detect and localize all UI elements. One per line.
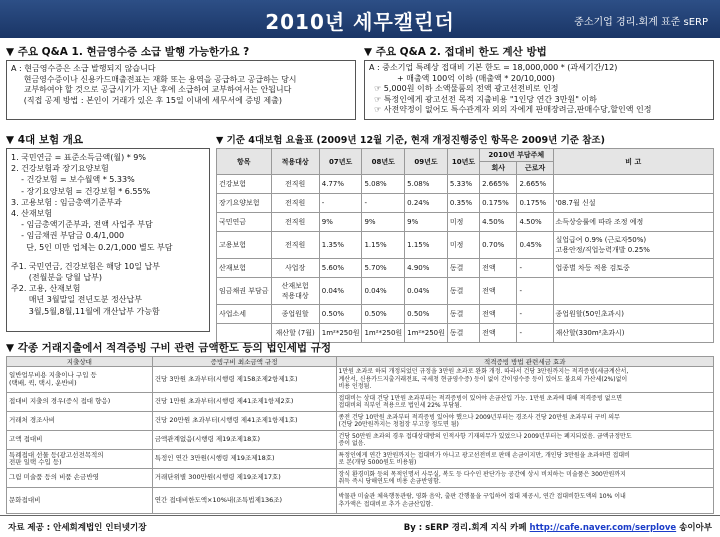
evidence-minimum-cell: 거래단위별 300만원(시행령 제19조제17호) bbox=[152, 469, 336, 488]
evidence-counterparty-cell: 거래처 경조사비 bbox=[7, 412, 153, 431]
insurance-line: 주2. 고용, 산재보험 bbox=[11, 284, 81, 294]
rates-row bbox=[217, 213, 714, 232]
rates-header-year: 08년도 bbox=[362, 149, 405, 175]
rates-value-cell: 2.665% bbox=[517, 175, 553, 194]
rates-value-cell: 0.175% bbox=[517, 194, 553, 213]
rates-value-cell: - bbox=[319, 194, 362, 213]
evidence-row bbox=[7, 488, 714, 514]
rates-value-cell: 4.77% bbox=[319, 175, 362, 194]
rates-value-cell: 전액 bbox=[480, 324, 517, 343]
rates-value-cell: 전액 bbox=[480, 278, 517, 305]
rates-item-cell: 임금채권 부담금 bbox=[217, 278, 272, 305]
insurance-line: 1. 국민연금 = 표준소득금액(월) * 9% bbox=[11, 153, 146, 162]
page-subtitle: 중소기업 경리.회계 표준 sERP bbox=[574, 17, 708, 28]
rates-header-company: 회사 bbox=[480, 162, 517, 175]
rates-item-cell: 장기요양보험 bbox=[217, 194, 272, 213]
rates-value-cell: 전액 bbox=[480, 305, 517, 324]
rates-note-cell: 실업급여 0.9% (근로자50%) 고용안정/직업능력개발 0.25% bbox=[553, 232, 714, 259]
cafe-link[interactable]: http://cafe.naver.com/serplove bbox=[529, 523, 677, 533]
evidence-counterparty-cell: 접대비 지출의 경우(증식 접대 향응) bbox=[7, 393, 153, 412]
insurance-line: 3월,5월,8월,11월에 개산납부 가능함 bbox=[11, 306, 160, 316]
rates-note-cell bbox=[553, 278, 714, 305]
evidence-row bbox=[7, 450, 714, 469]
rates-value-cell: 0.24% bbox=[405, 194, 448, 213]
rates-value-cell: - bbox=[517, 259, 553, 278]
evidence-minimum-cell: 연간 접대비한도액×10%내(조특법제136조) bbox=[152, 488, 336, 514]
qa2-answer-line: ☞ 사전약정이 없어도 특수관계자 외의 자에게 판매장려금,판매수당,할인액 인정 bbox=[369, 105, 652, 115]
insurance-line: - 임금채권 부담금 0.4/1,000 bbox=[11, 231, 125, 241]
insurance-line: - 임금총액기준부과, 전액 사업주 부담 bbox=[11, 220, 153, 230]
rates-header-item: 항목 bbox=[217, 149, 272, 175]
rates-value-cell: 5.60% bbox=[319, 259, 362, 278]
rates-value-cell: 0.04% bbox=[362, 278, 405, 305]
qa2-answer-line: ☞ 특정인에게 광고선전 목적 지출비용 "1인당 연간 3만원" 이하 bbox=[369, 94, 597, 104]
rates-row bbox=[217, 278, 714, 305]
rates-note-cell: 재산할(330m²초과시) bbox=[553, 324, 714, 343]
rates-value-cell: 1m²*250원 bbox=[319, 324, 362, 343]
rates-value-cell: 4.50% bbox=[517, 213, 553, 232]
qa2-answer-box bbox=[364, 60, 714, 120]
evidence-row bbox=[7, 431, 714, 450]
evidence-row bbox=[7, 412, 714, 431]
rates-value-cell: 0.45% bbox=[517, 232, 553, 259]
rates-value-cell: 4.50% bbox=[480, 213, 517, 232]
evidence-minimum-cell: 건당 3만원 초과부터(시행령 제158조제2항제1호) bbox=[152, 367, 336, 393]
rates-value-cell: 0.50% bbox=[319, 305, 362, 324]
rates-value-cell: 0.70% bbox=[480, 232, 517, 259]
rates-header-note: 비 고 bbox=[553, 149, 714, 175]
insurance-line: 주1. 국민연금, 건강보험은 해당 10일 납부 bbox=[11, 261, 160, 271]
rates-value-cell: 전액 bbox=[480, 259, 517, 278]
rates-item-cell: 사업소세 bbox=[217, 305, 272, 324]
evidence-row bbox=[7, 367, 714, 393]
rates-value-cell: - bbox=[517, 324, 553, 343]
evidence-counterparty-cell: 특례접대 선물 등(광고선전목적의 전판 일택 수입 등) bbox=[7, 450, 153, 469]
insurance-rate-table bbox=[216, 148, 714, 343]
rates-target-cell: 사업장 bbox=[271, 259, 319, 278]
evidence-effect-cell: 1만원 초과로 하되 개정되었던 규정을 3만원 초과로 완화 개정. 따라서 건당 3만원까지는 적격증빙(세금계산서, 계산서, 신용카드지출거래전표, 국세청 현금영수증) 등이 없이 간이영수증 등이 있어도 불요의 가산세(2%)없이 비용 인정됨. bbox=[336, 367, 714, 393]
rates-row bbox=[217, 175, 714, 194]
insurance-line bbox=[11, 253, 205, 261]
rates-value-cell: 0.04% bbox=[405, 278, 448, 305]
evidence-effect-cell: 건당 50만원 초과의 경우 접대상대방의 인적사항 기재의무가 있었으나 2009년부터는 폐지되었음. 금액규정만도 증이 없음. bbox=[336, 431, 714, 450]
rates-header-target: 적용대상 bbox=[271, 149, 319, 175]
evidence-counterparty-cell: 그림 미술품 등의 비품 손금반영 bbox=[7, 469, 153, 488]
qa1-answer-line: 교부하여야 할 것으로 공급시기가 지난 후에 소급하여 교부하여서는 안됩니다 bbox=[11, 85, 292, 95]
qa2-answer-line: A : 중소기업 특례상 접대비 기본 한도 = 18,000,000 * (과세기간/12) bbox=[369, 63, 618, 72]
evidence-minimum-cell: 건당 1만원 초과부터(시행령 제41조제1항제2호) bbox=[152, 393, 336, 412]
qa2-title: ▼ 주요 Q&A 2. 접대비 한도 계산 방법 bbox=[364, 46, 547, 58]
qa1-answer-line: A : 현금영수증은 소급 발행되지 않습니다 bbox=[11, 64, 156, 73]
rates-value-cell: 5.08% bbox=[405, 175, 448, 194]
evidence-header-minimum: 증빙구비 최소금액 규정 bbox=[152, 357, 336, 367]
footer-author: 송이아부 bbox=[679, 523, 712, 533]
rates-target-cell: 전직원 bbox=[271, 232, 319, 259]
evidence-minimum-cell: 특정인 연간 3만원(시행령 제19조제18호) bbox=[152, 450, 336, 469]
rates-note-cell: 종업원할(50인초과시) bbox=[553, 305, 714, 324]
rates-value-cell: 1m²*250원 bbox=[405, 324, 448, 343]
rates-value-cell: - bbox=[362, 194, 405, 213]
qa2-answer-line: ☞ 5,000원 이하 소액물품의 전액 광고선전비로 인정 bbox=[369, 84, 559, 94]
evidence-header-effect: 적격증빙 방법 관련세금 효과 bbox=[336, 357, 714, 367]
rates-row bbox=[217, 259, 714, 278]
page-title: 2010년 세무캘린더 bbox=[265, 10, 455, 34]
header-banner bbox=[0, 0, 720, 38]
evidence-effect-cell: 장식 환경미화 등의 목적인명서 사무실, 복도 등 다수인 판단가능 공간에 상시 비치하는 미술품은 300만원까지 취득 즉시 당해연도에 비용 손금반영함. bbox=[336, 469, 714, 488]
evidence-minimum-cell: 건당 20만원 초과부터(시행령 제41조제1항제1호) bbox=[152, 412, 336, 431]
rates-header-year: 10년도 bbox=[447, 149, 479, 175]
evidence-counterparty-cell: 문화접대비 bbox=[7, 488, 153, 514]
evidence-counterparty-cell: 고액 접대비 bbox=[7, 431, 153, 450]
insurance-line: 2. 건강보험과 장기요양보험 bbox=[11, 164, 109, 174]
rates-target-cell: 전직원 bbox=[271, 175, 319, 194]
rates-header-year: 09년도 bbox=[405, 149, 448, 175]
insurance-title: ▼ 4대 보험 개요 bbox=[6, 134, 84, 146]
rates-target-cell: 산재보험 적용대상 bbox=[271, 278, 319, 305]
rates-value-cell: 동결 bbox=[447, 324, 479, 343]
rates-value-cell: - bbox=[517, 305, 553, 324]
insurance-line: 단, 5인 미만 업체는 0.2/1,000 별도 부담 bbox=[11, 242, 173, 252]
rates-target-cell: 전직원 bbox=[271, 213, 319, 232]
rates-value-cell: 1.15% bbox=[362, 232, 405, 259]
evidence-header-counterparty: 지출상대 bbox=[7, 357, 153, 367]
rates-row bbox=[217, 194, 714, 213]
rates-header-year: 07년도 bbox=[319, 149, 362, 175]
insurance-line: - 건강보험 = 보수월액 * 5.33% bbox=[11, 175, 135, 185]
rates-value-cell: 9% bbox=[405, 213, 448, 232]
rates-value-cell: 0.50% bbox=[405, 305, 448, 324]
rates-value-cell: 2.665% bbox=[480, 175, 517, 194]
footer-cafe-label: By : sERP 경리.회계 지식 카페 bbox=[403, 523, 527, 533]
rates-target-cell: 전직원 bbox=[271, 194, 319, 213]
qa1-title: ▼ 주요 Q&A 1. 현금영수증 소급 발행 가능한가요 ? bbox=[6, 46, 250, 58]
rates-value-cell: 동결 bbox=[447, 278, 479, 305]
rates-target-cell: 종업원할 bbox=[271, 305, 319, 324]
rates-value-cell: 5.33% bbox=[447, 175, 479, 194]
rates-value-cell: 1.15% bbox=[405, 232, 448, 259]
rates-value-cell: 0.04% bbox=[319, 278, 362, 305]
evidence-row bbox=[7, 393, 714, 412]
rates-item-cell: 건강보험 bbox=[217, 175, 272, 194]
evidence-rules-table bbox=[6, 356, 714, 514]
qa1-answer-line: 현금영수증이나 신용카드매출전표는 재화 또는 용역을 공급하고 공급하는 당시 bbox=[11, 74, 297, 84]
insurance-line: - 장기요양보험 = 건강보험 * 6.55% bbox=[11, 186, 151, 196]
rates-value-cell: 동결 bbox=[447, 305, 479, 324]
rates-note-cell: 소득상승률에 따라 조정 예정 bbox=[553, 213, 714, 232]
qa1-answer-box bbox=[6, 60, 356, 120]
footer bbox=[0, 515, 720, 537]
rates-header-2010-payer: 2010년 부담주체 bbox=[480, 149, 553, 162]
evidence-minimum-cell: 금액관계없음(시행령 제19조제18호) bbox=[152, 431, 336, 450]
rates-title: ▼ 기준 4대보험 요율표 (2009년 12월 기준, 현재 개정진행중인 항목은 2009년 기준 참조) bbox=[216, 135, 605, 146]
rates-value-cell: - bbox=[517, 278, 553, 305]
rates-item-cell: 고용보험 bbox=[217, 232, 272, 259]
insurance-line: (전월분을 당월 납부) bbox=[11, 273, 102, 283]
insurance-line: 3. 고용보험 : 임금총액기준부과 bbox=[11, 197, 122, 207]
rates-value-cell: 1.35% bbox=[319, 232, 362, 259]
rates-item-cell: 국민연금 bbox=[217, 213, 272, 232]
qa2-answer-line: + 매출액 100억 이하 (매출액 * 20/10,000) bbox=[369, 73, 555, 83]
rates-value-cell: 0.35% bbox=[447, 194, 479, 213]
footer-credit bbox=[404, 521, 712, 533]
rates-value-cell: 미정 bbox=[447, 232, 479, 259]
evidence-effect-cell: 접대비는 상대 건당 1만원 초과부터는 적격증빙이 있어야 손금산입 가능. 1만원 초과에 대해 적격증빙 없으면 접대비의 직부인 적용으로 법인세 22% 부담됨. bbox=[336, 393, 714, 412]
rates-note-cell: 업종별 차등 적용 검토중 bbox=[553, 259, 714, 278]
rates-item-cell: 산재보험 bbox=[217, 259, 272, 278]
rates-value-cell: 동결 bbox=[447, 259, 479, 278]
rates-value-cell: 5.08% bbox=[362, 175, 405, 194]
evidence-title: ▼ 각종 거래지출에서 적격증빙 구비 관련 금액한도 등의 법인세법 규정 bbox=[6, 342, 331, 354]
rates-target-cell: 재산할 (7월) bbox=[271, 324, 319, 343]
rates-value-cell: 1m²*250원 bbox=[362, 324, 405, 343]
insurance-line: 4. 산재보험 bbox=[11, 209, 53, 219]
rates-value-cell: 5.70% bbox=[362, 259, 405, 278]
evidence-row bbox=[7, 469, 714, 488]
insurance-line: 매년 3월말일 전년도분 정산납부 bbox=[11, 295, 142, 305]
evidence-effect-cell: 박물관 미술관 체육행동관람, 영화 음악, 출판 간행물을 구입하여 접대 제공시, 연간 접대비한도액의 10% 이내 추가액은 접대비로 추가 손금산입함. bbox=[336, 488, 714, 514]
rates-value-cell: 4.90% bbox=[405, 259, 448, 278]
insurance-overview-box bbox=[6, 148, 210, 332]
rates-row bbox=[217, 232, 714, 259]
rates-header-worker: 근로자 bbox=[517, 162, 553, 175]
rates-row bbox=[217, 305, 714, 324]
rates-note-cell bbox=[553, 175, 714, 194]
rates-value-cell: 0.175% bbox=[480, 194, 517, 213]
rates-value-cell: 9% bbox=[362, 213, 405, 232]
footer-source: 자료 제공 : 안세회계법인 인터넷기장 bbox=[8, 523, 147, 533]
rates-note-cell: '08.7월 신설 bbox=[553, 194, 714, 213]
rates-value-cell: 미정 bbox=[447, 213, 479, 232]
evidence-effect-cell: 특정인에게 연간 3만원까지는 접대비가 아니고 광고선전비로 판매 손금이지만, 개인당 3만원을 초과하면 접대비 로 본(개당 5000원도 비용됨) bbox=[336, 450, 714, 469]
qa1-answer-line: (직접 공제 방법 : 본인이 거래가 있은 후 15일 이내에 세무서에 증빙 제출) bbox=[11, 95, 283, 105]
rates-value-cell: 9% bbox=[319, 213, 362, 232]
evidence-counterparty-cell: 일반업무비용 지출이나 구입 등 (택배, 퀵, 택시, 운반비) bbox=[7, 367, 153, 393]
rates-value-cell: 0.50% bbox=[362, 305, 405, 324]
evidence-effect-cell: 종전 건당 10만원 초과부터 적격증빙 있어야 했으나 2009년부터는 경조사 건당 20만원 초과부터 구비 의무 (건당 20만원까지는 청첩장 부고장 정도면 됨) bbox=[336, 412, 714, 431]
